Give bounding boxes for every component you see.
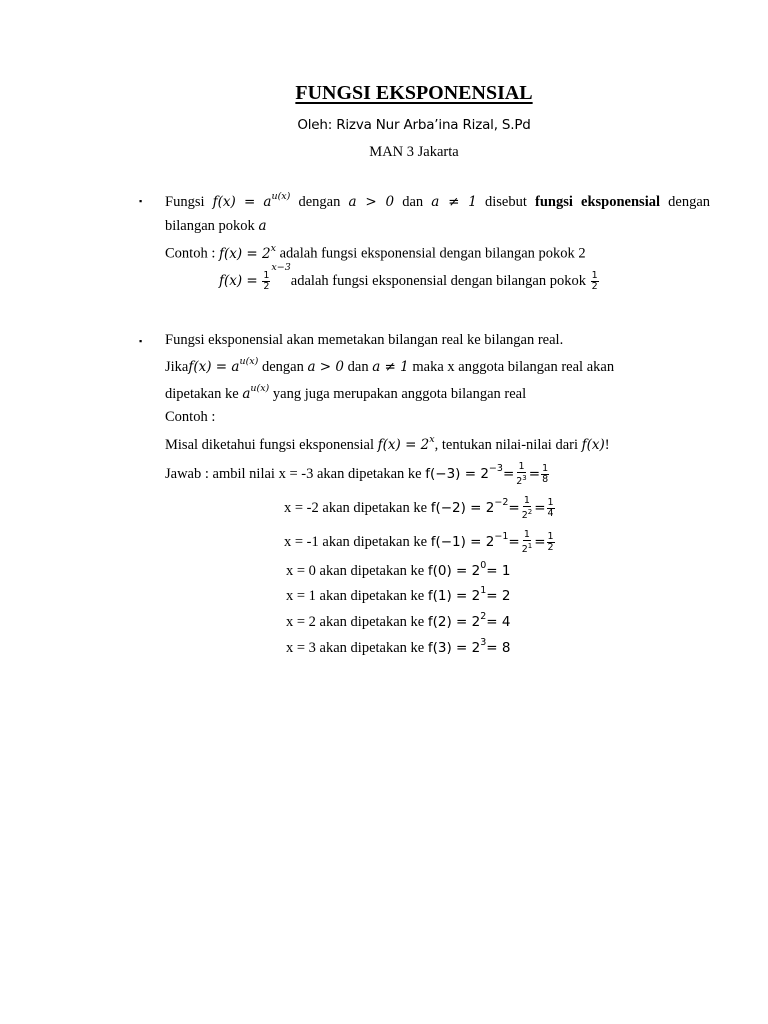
bullet-icon: ▪: [139, 196, 143, 206]
word-dan: dan: [402, 193, 424, 210]
answer-row-5: x = 1 akan dipetakan ke $f(1) = 2^1= 2$: [286, 585, 511, 604]
math-f-x: $f(x) = a^{u(x)}$: [212, 191, 291, 210]
fraction-half: $\frac{1}{2}$: [263, 270, 270, 292]
section2-contoh: Contoh :: [165, 409, 216, 425]
section2-intro: Fungsi eksponensial akan memetakan bilangan real ke bilangan real.: [165, 332, 564, 348]
bullet-icon-2: ▪: [139, 336, 143, 346]
example-line-1: Contoh : $f(x) = 2^x$ adalah fungsi eksponensial dengan bilangan pokok 2: [165, 243, 586, 262]
section2-misal: Misal diketahui fungsi eksponensial $f(x) = 2^x$, tentukan nilai-nilai dari f(x)!: [165, 434, 610, 453]
word-disebut: disebut: [484, 193, 527, 210]
definition-line-2: bilangan pokok a: [165, 218, 267, 234]
word-dengan: dengan: [298, 193, 341, 210]
example-line-2: f(x) = $\frac{1}{2}$ $^{x-3}$adalah fungsi eksponensial dengan bilangan pokok $\frac{1}{2}$: [219, 262, 598, 292]
answer-row-6: x = 2 akan dipetakan ke $f(2) = 2^2= 4$: [286, 611, 511, 630]
page-title: FUNGSI EKSPONENSIAL: [295, 82, 533, 104]
answer-row-3: x = -1 akan dipetakan ke $f(-1) = 2^{-1}=$ $\frac{1}{2^1}$ = $\frac{1}{2}$: [284, 529, 554, 556]
term-fungsi-eksponensial: fungsi eksponensial: [535, 193, 661, 210]
word-dengan-2: dengan: [668, 193, 711, 210]
answer-row-7: x = 3 akan dipetakan ke $f(3) = 2^3= 8$: [286, 637, 511, 656]
section2-line-jika: Jikaf(x) = $a^{u(x)}$ dengan a > 0 dan a ≠ 1 maka x anggota bilangan real akan: [165, 356, 615, 375]
school-name: MAN 3 Jakarta: [369, 144, 459, 160]
math-a-gt-0: a > 0: [348, 193, 395, 210]
answer-row-4: x = 0 akan dipetakan ke $f(0) = 2^0= 1$: [286, 560, 511, 579]
author-line: Oleh: Rizva Nur Arba’ina Rizal, S.Pd: [297, 117, 531, 133]
word-fungsi: Fungsi: [165, 193, 205, 210]
math-example-1: $f(x) = 2^x$: [218, 243, 276, 262]
section2-line-dipetakan: dipetakan ke $a^{u(x)}$ yang juga merupakan anggota bilangan real: [165, 383, 527, 402]
definition-line-1: [165, 192, 710, 211]
answer-row-1: Jawab : ambil nilai x = -3 akan dipetakan ke $f(-3) = 2^{-3}=$ $\frac{1}{2^3}$ = $\frac{1}{8}$: [165, 461, 549, 488]
fraction-base-half: $\frac{1}{2}$: [591, 270, 598, 292]
answer-row-2: x = -2 akan dipetakan ke $f(-2) = 2^{-2}=$ $\frac{1}{2^2}$ = $\frac{1}{4}$: [284, 495, 554, 522]
math-a-ne-1: a ≠ 1: [431, 193, 477, 210]
